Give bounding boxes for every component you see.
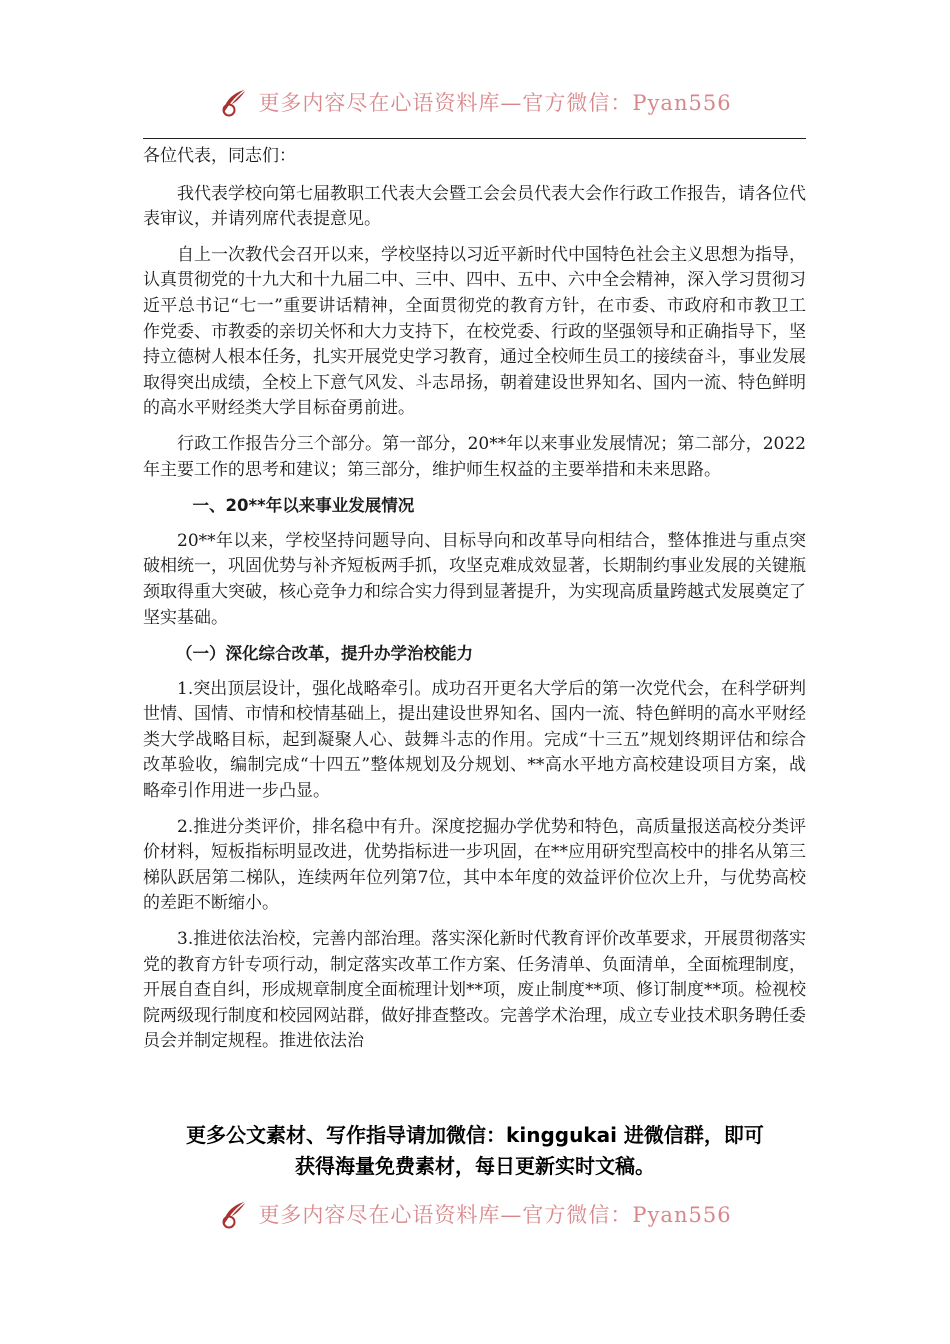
header-divider bbox=[143, 138, 806, 139]
paragraph: 我代表学校向第七届教职工代表大会暨工会会员代表大会作行政工作报告，请各位代表审议，并请列席代表提意见。 bbox=[143, 183, 806, 230]
promo-notice bbox=[120, 1120, 830, 1182]
footer-banner bbox=[0, 1190, 950, 1238]
quill-pen-logo-icon bbox=[218, 1197, 252, 1231]
banner-text: 更多内容尽在心语资料库—官方微信：Pyan556 bbox=[258, 91, 732, 115]
subsection-heading: （一）深化综合改革，提升办学治校能力 bbox=[176, 644, 473, 664]
header-banner bbox=[0, 78, 950, 126]
list-item: 1.突出顶层设计，强化战略牵引。成功召开更名大学后的第一次党代会，在科学研判世情、国情、市情和校情基础上，提出建设世界知名、国内一流、特色鲜明的高水平财经类大学战略目标，起到凝聚人心、鼓舞斗志的作用。完成“十三五”规划终期评估和综合改革验收，编制完成“十四五”整体规划及分规划、**高水平地方高校建设项目方案，战略牵引作用进一步凸显。 bbox=[143, 678, 806, 802]
quill-pen-logo-icon bbox=[218, 85, 252, 119]
paragraph: 行政工作报告分三个部分。第一部分，20**年以来事业发展情况；第二部分，2022年主要工作的思考和建议；第三部分，维护师生权益的主要举措和未来思路。 bbox=[143, 433, 806, 480]
paragraph: 自上一次教代会召开以来，学校坚持以习近平新时代中国特色社会主义思想为指导，认真贯彻党的十九大和十九届二中、三中、四中、五中、六中全会精神，深入学习贯彻习近平总书记“七一”重要讲话精神，全面贯彻党的教育方针，在市委、市政府和市教卫工作党委、市教委的亲切关怀和大力支持下，在校党委、行政的坚强领导和正确指导下，坚持立德树人根本任务，扎实开展党史学习教育，通过全校师生员工的接续奋斗，事业发展取得突出成绩，全校上下意气风发、斗志昂扬，朝着建设世界知名、国内一流、特色鲜明的高水平财经类大学目标奋勇前进。 bbox=[143, 244, 806, 419]
promo-line: 获得海量免费素材，每日更新实时文稿。 bbox=[295, 1154, 655, 1178]
list-item: 3.推进依法治校，完善内部治理。落实深化新时代教育评价改革要求，开展贯彻落实党的教育方针专项行动，制定落实改革工作方案、任务清单、负面清单，全面梳理制度，开展自查自纠，形成规章制度全面梳理计划**项，废止制度**项、修订制度**项。检视校院两级现行制度和校园网站群，做好排查整改。完善学术治理，成立专业技术职务聘任委员会并制定规程。推进依法治 bbox=[143, 929, 806, 1052]
list-item: 2.推进分类评价，排名稳中有升。深度挖掘办学优势和特色，高质量报送高校分类评价材料，短板指标明显改进，优势指标进一步巩固，在**应用研究型高校中的排名从第三梯队跃居第二梯队，连续两年位列第7位，其中本年度的效益评价位次上升，与优势高校的差距不断缩小。 bbox=[143, 816, 806, 914]
promo-line: 更多公文素材、写作指导请加微信：kinggukai 进微信群，即可 bbox=[186, 1123, 764, 1147]
greeting: 各位代表，同志们： bbox=[143, 146, 296, 166]
paragraph: 20**年以来，学校坚持问题导向、目标导向和改革导向相结合，整体推进与重点突破相统一，巩固优势与补齐短板两手抓，攻坚克难成效显著，长期制约事业发展的关键瓶颈取得重大突破，核心竞争力和综合实力得到显著提升，为实现高质量跨越式发展奠定了坚实基础。 bbox=[143, 530, 806, 628]
section-heading: 一、20**年以来事业发展情况 bbox=[192, 496, 415, 516]
document-body bbox=[143, 144, 806, 1065]
banner-text: 更多内容尽在心语资料库—官方微信：Pyan556 bbox=[258, 1203, 732, 1227]
